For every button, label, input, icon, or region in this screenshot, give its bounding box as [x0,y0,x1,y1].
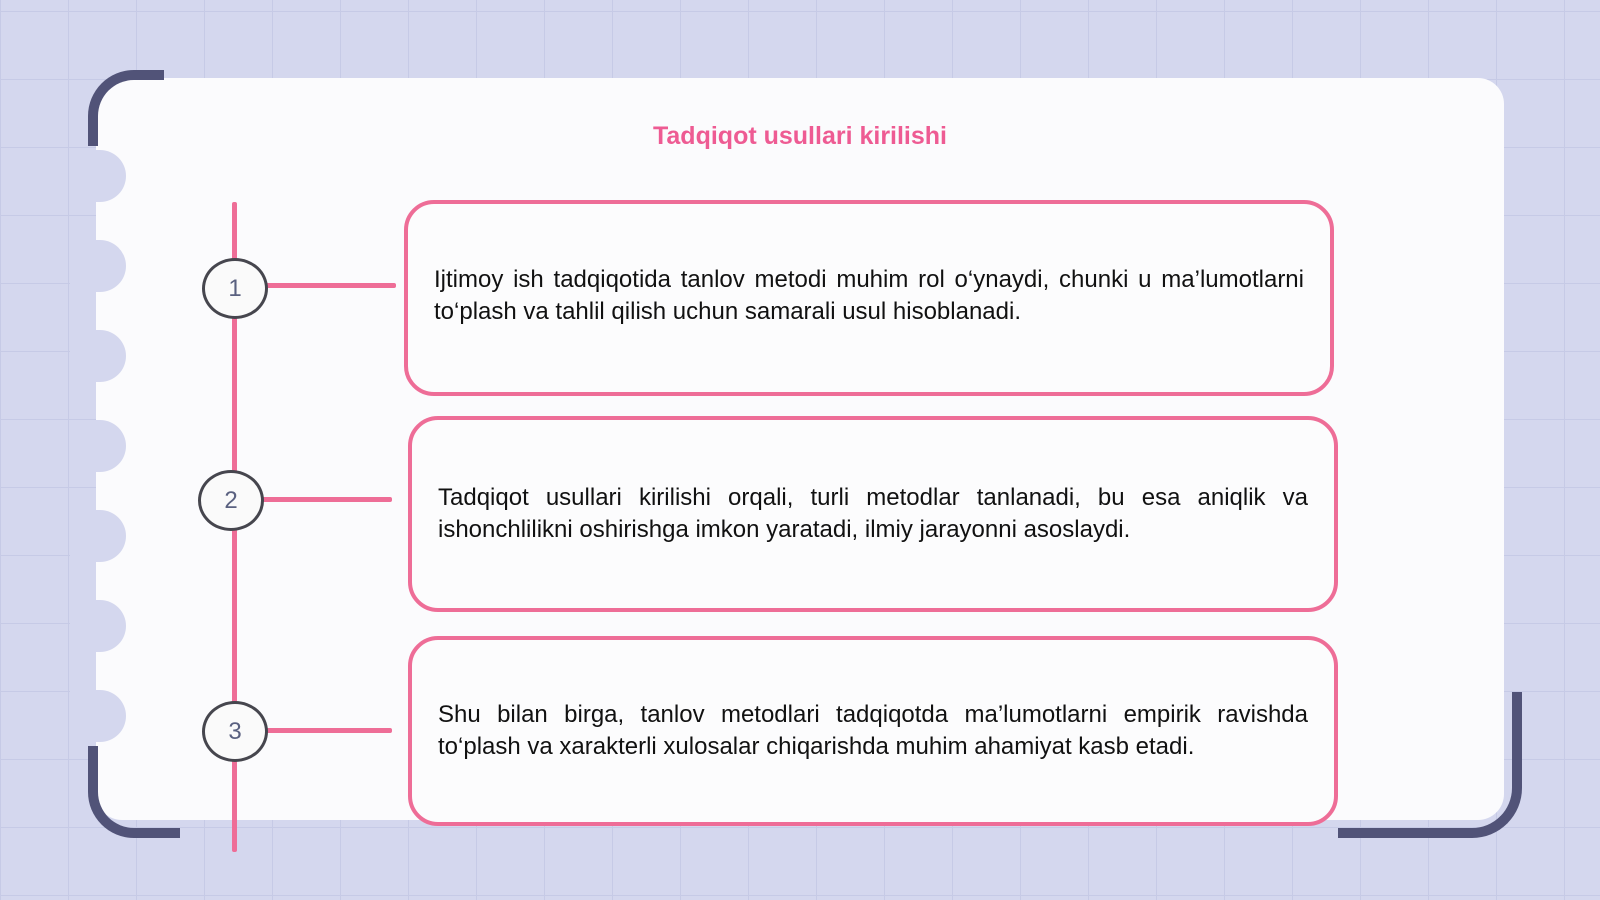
timeline-connector [262,283,396,288]
corner-bracket-bottom-right [1338,692,1522,838]
step-number-2: 2 [198,470,264,531]
paper-notch [70,600,126,652]
step-number-1: 1 [202,258,268,319]
step-number-3: 3 [202,701,268,762]
paper-notch [70,510,126,562]
timeline-card-3 [408,636,1338,826]
card-text-3: Shu bilan birga, tanlov metodlari tadqiqotda ma’lumotlarni empirik ravishda to‘plash va xarakterli xulosalar chiqarishda muhim ahamiyat kasb etadi. [438,701,1308,760]
paper-notch [70,150,126,202]
paper-notch [70,240,126,292]
timeline-card-2 [408,416,1338,612]
corner-bracket-bottom-left [88,746,180,838]
timeline-connector [258,497,392,502]
paper-notch [70,690,126,742]
card-text-2: Tadqiqot usullari kirilishi orqali, turli metodlar tanlanadi, bu esa aniqlik va ishonchlilikni oshirishga imkon yaratadi, ilmiy jarayonni asoslaydi. [438,484,1308,543]
slide-title: Tadqiqot usullari kirilishi [652,122,948,150]
timeline-card-1 [404,200,1334,396]
paper-notch [70,330,126,382]
card-text-1: Ijtimoy ish tadqiqotida tanlov metodi muhim rol o‘ynaydi, chunki u ma’lumotlarni to‘plash va tahlil qilish uchun samarali usul hisoblanadi. [434,266,1304,325]
timeline-connector [262,728,392,733]
paper-notch [70,420,126,472]
